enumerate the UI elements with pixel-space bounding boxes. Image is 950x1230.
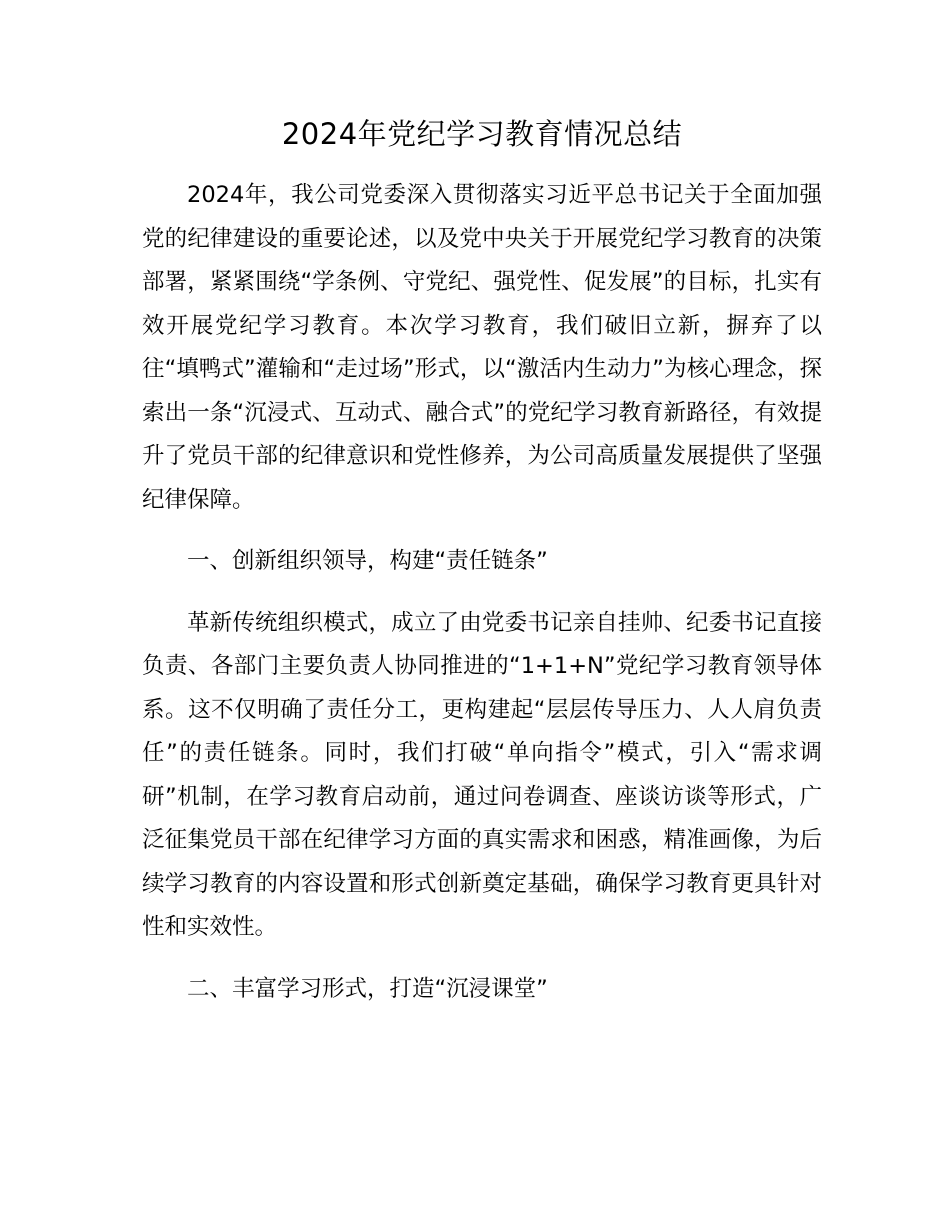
- document-body: [142, 112, 822, 1029]
- section-heading-2: 二、丰富学习形式，打造“沉浸课堂”: [187, 975, 548, 1002]
- document-title: 2024年党纪学习教育情况总结: [281, 117, 683, 151]
- intro-paragraph: 2024年，我公司党委深入贯彻落实习近平总书记关于全面加强党的纪律建设的重要论述，以及党中央关于开展党纪学习教育的决策部署，紧紧围绕“学条例、守党纪、强党性、促发展”的目标，扎实有效开展党纪学习教育。本次学习教育，我们破旧立新，摒弃了以往“填鸭式”灌输和“走过场”形式，以“激活内生动力”为核心理念，探索出一条“沉浸式、互动式、融合式”的党纪学习教育新路径，有效提升了党员干部的纪律意识和党性修养，为公司高质量发展提供了坚强纪律保障。: [142, 182, 822, 513]
- section-1-paragraph: 革新传统组织模式，成立了由党委书记亲自挂帅、纪委书记直接负责、各部门主要负责人协同推进的“1+1+N”党纪学习教育领导体系。这不仅明确了责任分工，更构建起“层层传导压力、人人肩负责任”的责任链条。同时，我们打破“单向指令”模式，引入“需求调研”机制，在学习教育启动前，通过问卷调查、座谈访谈等形式，广泛征集党员干部在纪律学习方面的真实需求和困惑，精准画像，为后续学习教育的内容设置和形式创新奠定基础，确保学习教育更具针对性和实效性。: [142, 609, 822, 940]
- section-heading-1: 一、创新组织领导，构建“责任链条”: [187, 548, 548, 574]
